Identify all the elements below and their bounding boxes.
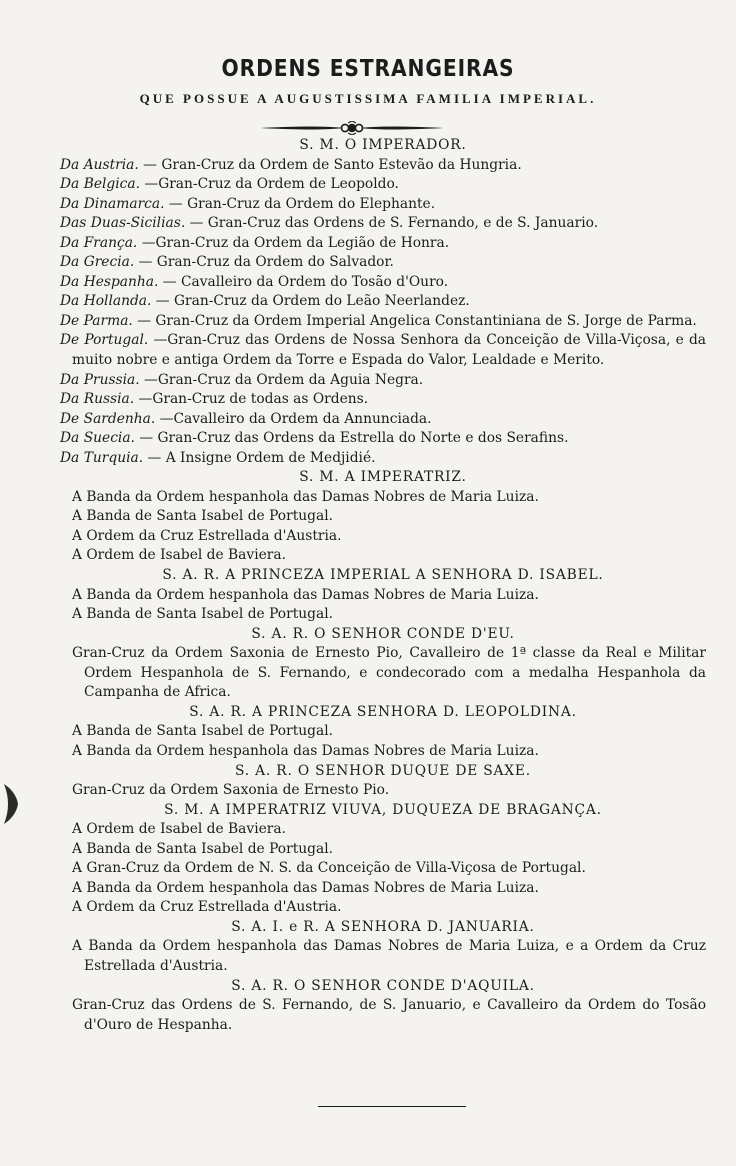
order-line: A Banda da Ordem hespanhola das Damas Nobres de Maria Luiza. [72,742,539,759]
section-heading-imperatriz-viuva: S. M. A IMPERATRIZ VIUVA, DUQUEZA DE BRAGANÇA. [164,801,602,818]
section-heading-imperador: S. M. O IMPERADOR. [299,137,467,153]
nation-name: Dinamarca. [83,195,165,212]
margin-mark-icon [2,782,20,826]
order-line: A Banda de Santa Isabel de Portugal. [72,508,333,525]
order-line: A Ordem de Isabel de Baviera. [72,821,286,838]
nation-name: Hollanda. [83,293,152,310]
section-heading-imperatriz: S. M. A IMPERATRIZ. [299,469,467,486]
nation-name: Hespanha. [83,273,159,290]
nation-name: França. [83,234,138,251]
order-line: A Ordem da Cruz Estrellada d'Austria. [72,527,342,544]
order-entry: De Portugal. —Gran-Cruz das Ordens de Nossa Senhora da Conceição de Villa-Viçosa, e da muito nobre e antiga Ordem da Torre e Espada do Valor, Lealdade e Merito. [60,332,706,369]
order-entry: Das Duas-Sicilias. — Gran-Cruz das Ordens de S. Fernando, e de S. Januario. [60,215,599,232]
nation-name: Austria. [83,156,139,173]
decorative-rule-icon [258,121,446,135]
order-line: A Banda da Ordem hespanhola das Damas Nobres de Maria Luiza. [72,586,539,603]
section-heading-aquila: S. A. R. O SENHOR CONDE D'AQUILA. [231,977,535,994]
order-entry: Da Hespanha. — Cavalleiro da Ordem do Tosão d'Ouro. [60,273,449,290]
nation-name: Turquia. [83,449,144,466]
nation-name: Sardenha. [83,410,156,427]
section-heading-saxe: S. A. R. O SENHOR DUQUE DE SAXE. [235,762,531,779]
order-line: A Banda de Santa Isabel de Portugal. [72,840,333,857]
nation-name: Portugal. [84,332,149,349]
page-title: ORDENS ESTRANGEIRAS [221,56,515,82]
order-entry: Da Prussia. —Gran-Cruz da Ordem da Aguia Negra. [60,371,424,388]
order-entry: Da França. —Gran-Cruz da Ordem da Legião de Honra. [60,234,450,251]
order-line: A Ordem da Cruz Estrellada d'Austria. [72,899,342,916]
end-rule [318,1106,466,1107]
order-entry: Da Russia. —Gran-Cruz de todas as Ordens. [60,391,369,408]
order-line: A Ordem de Isabel de Baviera. [72,547,286,564]
section-heading-leopoldina: S. A. R. A PRINCEZA SENHORA D. LEOPOLDINA. [189,703,577,720]
section-heading-isabel: S. A. R. A PRINCEZA IMPERIAL A SENHORA D. ISABEL. [162,567,604,584]
orders-list [60,136,706,1035]
section-heading-januaria: S. A. I. e R. A SENHORA D. JANUARIA. [231,918,535,935]
imperador-orders [60,156,706,469]
order-line: A Gran-Cruz da Ordem de N. S. da Conceição de Villa-Viçosa de Portugal. [72,860,586,877]
order-entry: Da Belgica. —Gran-Cruz da Ordem de Leopoldo. [60,176,399,193]
nation-name: Russia. [83,391,135,408]
order-entry: Da Grecia. — Gran-Cruz da Ordem do Salvador. [60,254,394,271]
page-subtitle: QUE POSSUE A AUGUSTISSIMA FAMILIA IMPERIAL. [139,91,597,106]
order-entry: De Sardenha. —Cavalleiro da Ordem da Annunciada. [60,410,432,427]
nation-name: Suecia. [83,430,135,447]
order-line: A Banda da Ordem hespanhola das Damas Nobres de Maria Luiza. [72,879,539,896]
order-entry: Da Suecia. — Gran-Cruz das Ordens da Estrella do Norte e dos Serafins. [60,430,569,447]
order-line: A Banda de Santa Isabel de Portugal. [72,606,333,623]
order-entry: Da Turquia. — A Insigne Ordem de Medjidié. [60,449,376,466]
order-line: A Banda da Ordem hespanhola das Damas Nobres de Maria Luiza. [72,488,539,505]
nation-name: Duas-Sicilias. [90,215,186,232]
nation-name: Parma. [83,312,133,329]
nation-name: Grecia. [83,254,135,271]
order-entry: Da Hollanda. — Gran-Cruz da Ordem do Leão Neerlandez. [60,293,470,310]
order-paragraph: Gran-Cruz das Ordens de S. Fernando, de S. Januario, e Cavalleiro da Ordem do Tosão d'Ouro de Hespanha. [72,997,706,1033]
order-line: Gran-Cruz da Ordem Saxonia de Ernesto Pio. [72,782,390,799]
order-paragraph: A Banda da Ordem hespanhola das Damas Nobres de Maria Luiza, e a Ordem da Cruz Estrellada d'Austria. [72,938,706,974]
order-entry: Da Austria. — Gran-Cruz da Ordem de Santo Estevão da Hungria. [60,156,522,173]
order-entry: De Parma. — Gran-Cruz da Ordem Imperial Angelica Constantiniana de S. Jorge de Parma. [60,312,697,329]
order-line: A Banda de Santa Isabel de Portugal. [72,723,333,740]
order-paragraph: Gran-Cruz da Ordem Saxonia de Ernesto Pio, Cavalleiro de 1ª classe da Real e Militar Ordem Hespanhola de S. Fernando, e condecorado com a medalha Hespanhola da Campanha de Africa. [72,645,706,701]
section-heading-conde-deu: S. A. R. O SENHOR CONDE D'EU. [251,625,515,642]
nation-name: Prussia. [83,371,140,388]
nation-name: Belgica. [83,176,140,193]
order-entry: Da Dinamarca. — Gran-Cruz da Ordem do Elephante. [60,195,436,212]
